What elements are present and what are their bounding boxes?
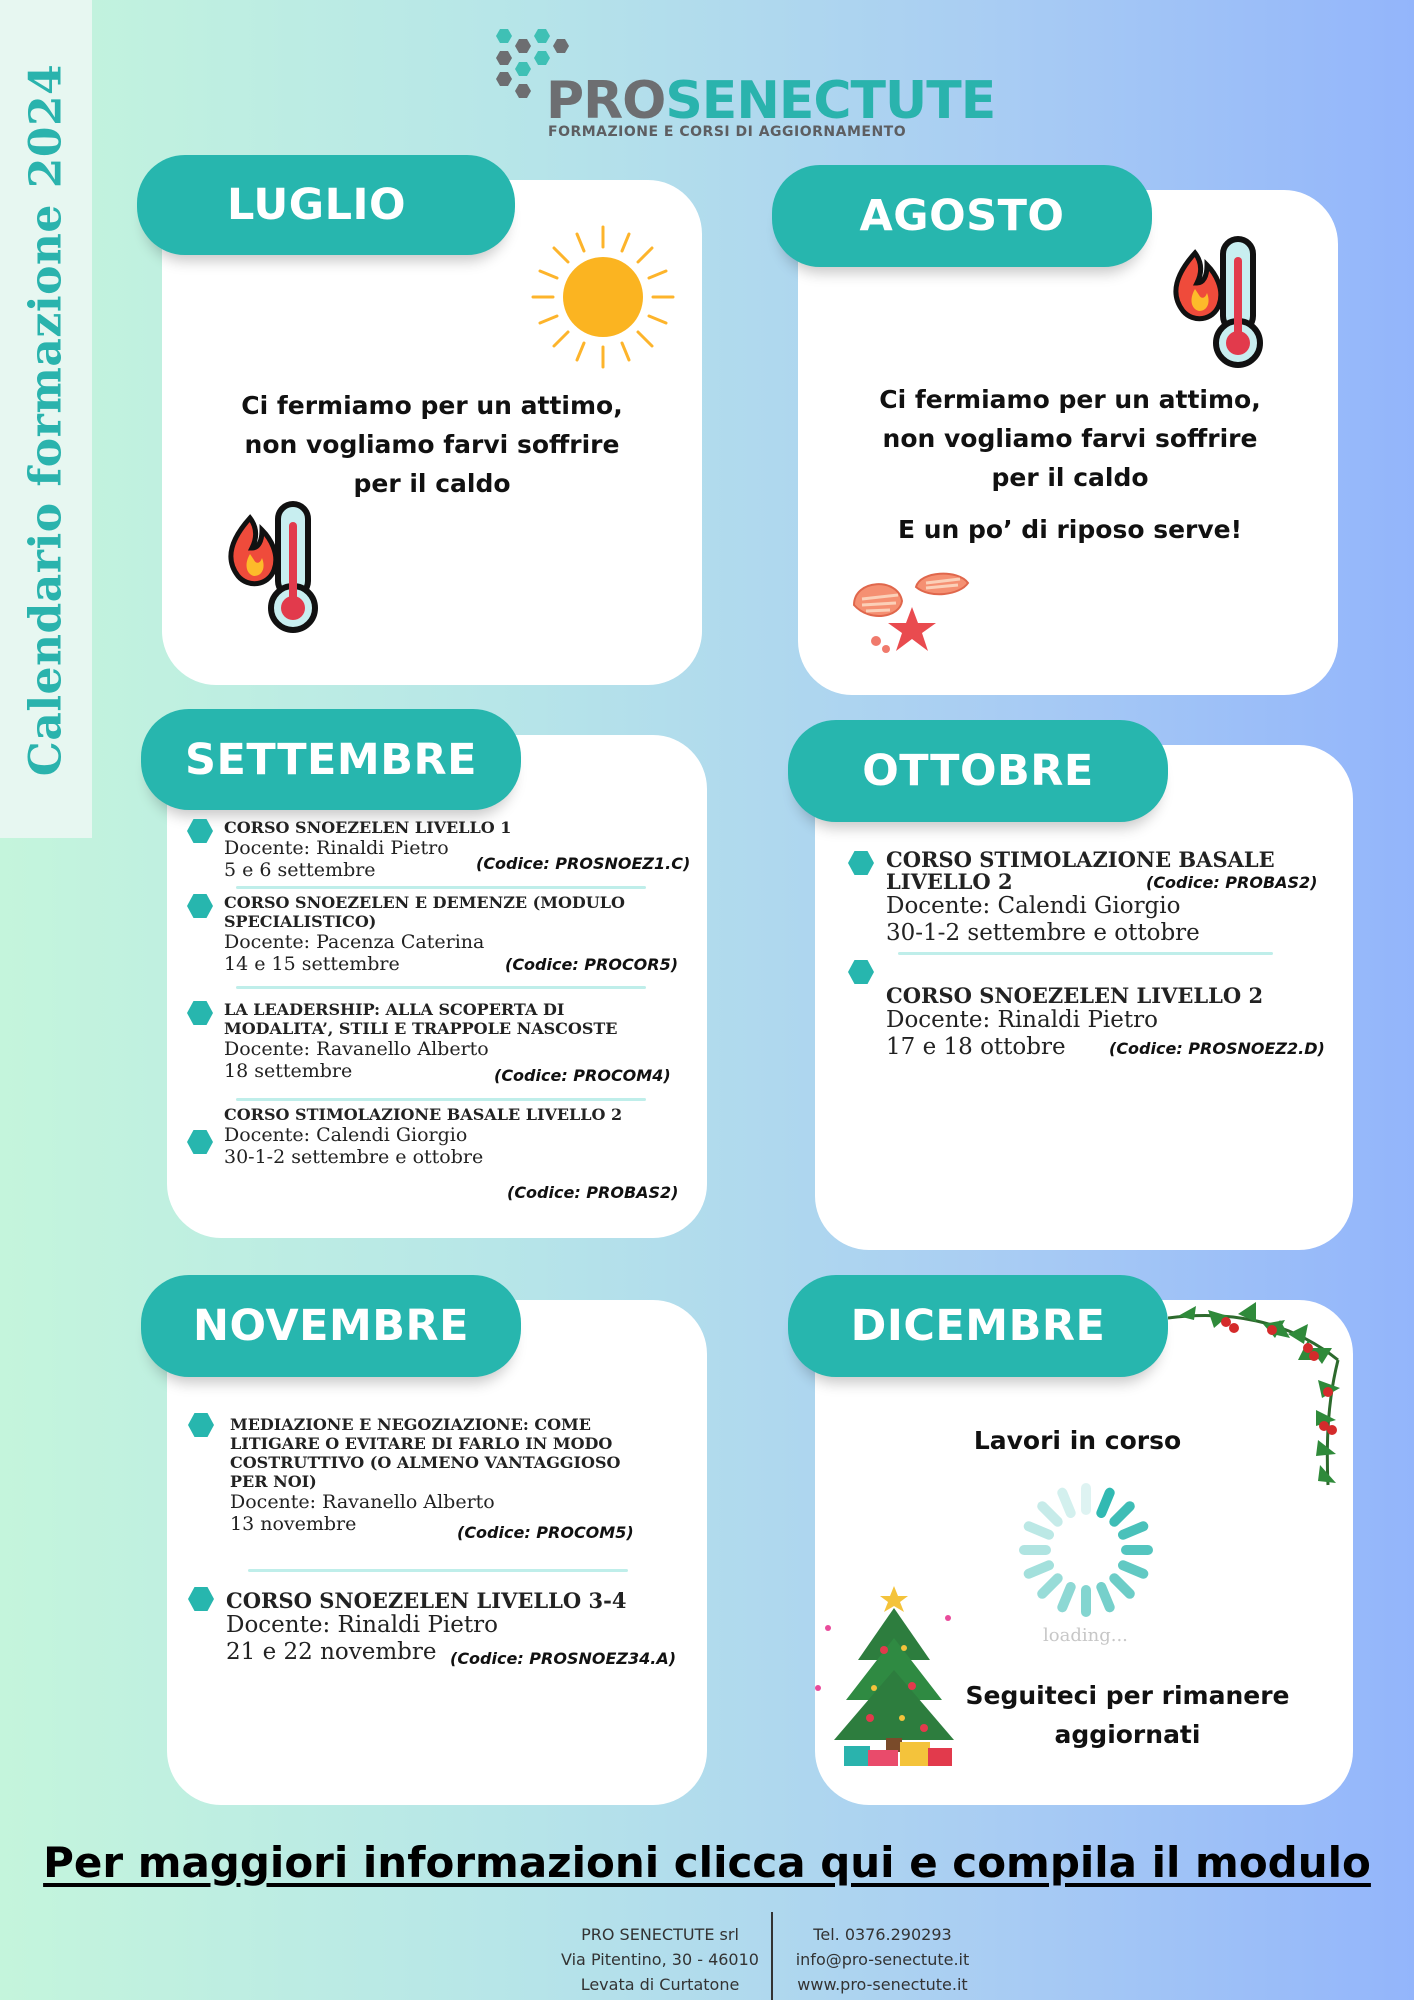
course-teacher: Docente: Rinaldi Pietro xyxy=(886,1007,1158,1033)
spinner-segment xyxy=(1114,1578,1130,1594)
spinner-segment xyxy=(1101,1493,1109,1513)
agosto-line-4: E un po’ di riposo serve! xyxy=(897,515,1243,544)
course-title-line-2: SPECIALISTICO) xyxy=(224,912,377,931)
course-novembre-1 xyxy=(230,1415,700,1535)
course-title: CORSO SNOEZELEN LIVELLO 1 xyxy=(224,818,512,837)
course-ottobre-1 xyxy=(886,849,1326,947)
month-label-ottobre: OTTOBRE xyxy=(788,720,1168,822)
course-code: (Codice: PROCOR5) xyxy=(505,955,679,974)
footer-address xyxy=(548,1922,772,1997)
loading-spinner-icon xyxy=(1016,1480,1156,1620)
course-title-line-2: LIVELLO 2 xyxy=(886,869,1013,894)
more-info-link[interactable]: Per maggiori informazioni clicca qui e compila il modulo xyxy=(43,1838,1371,1887)
hot-thermometer-icon xyxy=(1167,233,1277,373)
course-teacher: Docente: Pacenza Caterina xyxy=(224,931,485,953)
seashells-icon xyxy=(850,565,980,660)
spinner-segment xyxy=(1123,1565,1143,1573)
course-title-line-3: COSTRUTTIVO (O ALMENO VANTAGGIOSO xyxy=(230,1453,621,1472)
course-title: CORSO STIMOLAZIONE BASALE LIVELLO 2 xyxy=(224,1105,623,1124)
luglio-message xyxy=(182,386,682,503)
course-code: (Codice: PROSNOEZ1.C) xyxy=(476,854,691,873)
course-code: (Codice: PROCOM4) xyxy=(494,1066,671,1085)
loading-text: loading... xyxy=(1043,1625,1128,1646)
luglio-line-1: Ci fermiamo per un attimo, xyxy=(241,391,623,420)
logo-brand-pro: PRO xyxy=(546,71,666,131)
hot-thermometer-icon xyxy=(222,498,332,638)
divider xyxy=(248,1569,628,1572)
spinner-segment xyxy=(1029,1526,1049,1534)
luglio-line-3: per il caldo xyxy=(353,469,511,498)
course-teacher: Docente: Ravanello Alberto xyxy=(230,1491,495,1513)
course-date: 13 novembre xyxy=(230,1513,357,1535)
divider xyxy=(236,986,646,989)
course-title-line-2: LITIGARE O EVITARE DI FARLO IN MODO xyxy=(230,1434,613,1453)
course-title-line-1: CORSO SNOEZELEN E DEMENZE (MODULO xyxy=(224,893,625,912)
course-title-line-1: CORSO STIMOLAZIONE BASALE xyxy=(886,847,1275,872)
month-label-luglio: LUGLIO xyxy=(137,155,515,255)
spinner-segment xyxy=(1123,1526,1143,1534)
spinner-segment xyxy=(1114,1506,1130,1522)
holly-icon xyxy=(1168,1300,1348,1490)
logo[interactable] xyxy=(490,26,996,146)
divider xyxy=(898,952,1273,955)
spinner-segment xyxy=(1062,1493,1070,1513)
course-teacher: Docente: Rinaldi Pietro xyxy=(224,837,449,859)
course-title-line-1: MEDIAZIONE E NEGOZIAZIONE: COME xyxy=(230,1415,591,1434)
course-date: 17 e 18 ottobre xyxy=(886,1034,1066,1060)
agosto-line-2: non vogliamo farvi soffrire xyxy=(882,424,1258,453)
course-date: 30-1-2 settembre e ottobre xyxy=(224,1146,484,1168)
spinner-segment xyxy=(1101,1587,1109,1607)
footer-website[interactable]: www.pro-senectute.it xyxy=(797,1975,968,1994)
course-teacher: Docente: Calendi Giorgio xyxy=(886,893,1181,919)
month-label-settembre: SETTEMBRE xyxy=(141,709,521,810)
footer-contacts xyxy=(780,1922,985,1997)
divider xyxy=(236,1098,646,1101)
spinner-segment xyxy=(1062,1587,1070,1607)
agosto-line-1: Ci fermiamo per un attimo, xyxy=(879,385,1261,414)
course-teacher: Docente: Rinaldi Pietro xyxy=(226,1612,498,1638)
course-teacher: Docente: Ravanello Alberto xyxy=(224,1038,489,1060)
agosto-message xyxy=(820,380,1320,549)
course-date: 18 settembre xyxy=(224,1060,353,1082)
side-title: Calendario formazione 2024 xyxy=(20,63,72,777)
side-banner xyxy=(0,0,92,838)
course-code: (Codice: PROBAS2) xyxy=(507,1183,679,1202)
spinner-segment xyxy=(1029,1565,1049,1573)
spinner-segment xyxy=(1042,1578,1058,1594)
course-title: CORSO SNOEZELEN LIVELLO 2 xyxy=(886,983,1264,1008)
course-title-line-2: MODALITA’, STILI E TRAPPOLE NASCOSTE xyxy=(224,1019,618,1038)
spinner-segment xyxy=(1042,1506,1058,1522)
footer-divider xyxy=(771,1912,773,2000)
dicembre-status: Lavori in corso xyxy=(973,1426,1182,1455)
footer-street: Via Pitentino, 30 - 46010 xyxy=(561,1950,759,1969)
logo-subtitle: FORMAZIONE E CORSI DI AGGIORNAMENTO xyxy=(548,124,907,140)
course-code: (Codice: PROBAS2) xyxy=(1146,873,1318,892)
month-label-novembre: NOVEMBRE xyxy=(141,1275,521,1377)
sun-icon xyxy=(528,222,678,372)
course-date: 21 e 22 novembre xyxy=(226,1639,437,1665)
footer-email[interactable]: info@pro-senectute.it xyxy=(795,1950,970,1969)
dicembre-message xyxy=(950,1676,1305,1754)
month-label-agosto: AGOSTO xyxy=(772,165,1152,267)
course-title-line-4: PER NOI) xyxy=(230,1472,317,1491)
dicembre-line-2: aggiornati xyxy=(1054,1720,1201,1749)
course-code: (Codice: PROCOM5) xyxy=(457,1523,634,1542)
course-date: 5 e 6 settembre xyxy=(224,859,376,881)
agosto-line-3: per il caldo xyxy=(991,463,1149,492)
christmas-tree-icon xyxy=(808,1578,968,1778)
dicembre-line-1: Seguiteci per rimanere xyxy=(965,1681,1290,1710)
course-code: (Codice: PROSNOEZ34.A) xyxy=(450,1649,677,1668)
course-title: CORSO SNOEZELEN LIVELLO 3-4 xyxy=(226,1588,627,1613)
course-date: 30-1-2 settembre e ottobre xyxy=(886,920,1200,946)
course-title-line-1: LA LEADERSHIP: ALLA SCOPERTA DI xyxy=(224,1000,565,1019)
course-code: (Codice: PROSNOEZ2.D) xyxy=(1109,1039,1325,1058)
footer-company: PRO SENECTUTE srl xyxy=(581,1925,739,1944)
course-teacher: Docente: Calendi Giorgio xyxy=(224,1124,468,1146)
course-settembre-4 xyxy=(224,1105,684,1168)
luglio-line-2: non vogliamo farvi soffrire xyxy=(244,430,620,459)
logo-brand xyxy=(546,71,995,131)
footer-city: Levata di Curtatone xyxy=(580,1975,740,1994)
logo-brand-senectute: SENECTUTE xyxy=(665,71,996,131)
divider xyxy=(236,886,646,889)
month-label-dicembre: DICEMBRE xyxy=(788,1275,1168,1377)
course-date: 14 e 15 settembre xyxy=(224,953,400,975)
footer-phone[interactable]: Tel. 0376.290293 xyxy=(813,1925,952,1944)
